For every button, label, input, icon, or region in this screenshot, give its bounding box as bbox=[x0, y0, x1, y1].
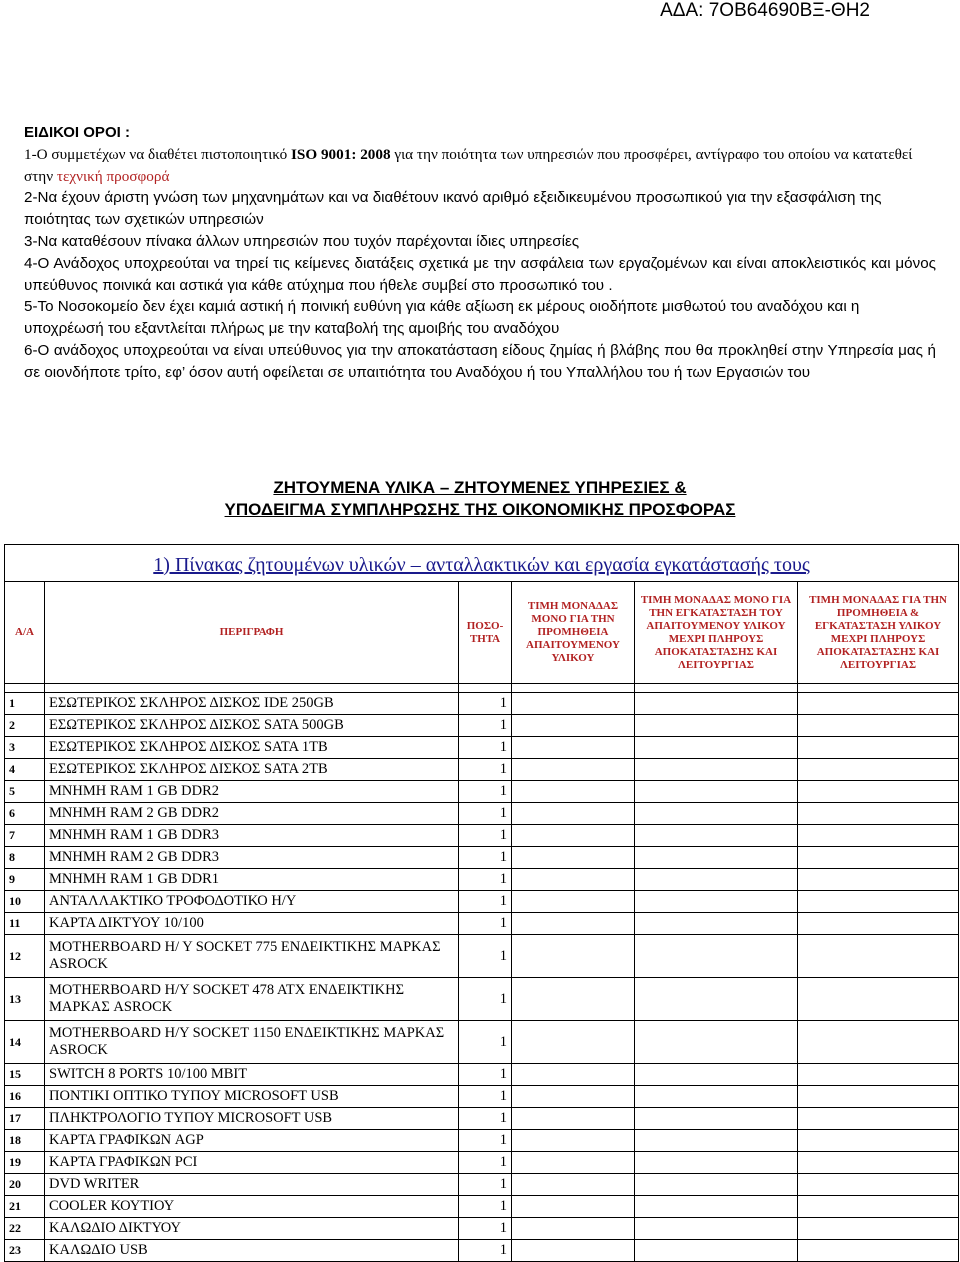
gap-cell bbox=[5, 684, 45, 693]
section-title-line-1: ΖΗΤΟΥΜΕΝΑ ΥΛΙΚΑ – ΖΗΤΟΥΜΕΝΕΣ ΥΠΗΡΕΣΙΕΣ & bbox=[273, 478, 687, 497]
price-total-cell[interactable] bbox=[798, 869, 959, 891]
item-quantity: 1 bbox=[459, 1196, 512, 1218]
header-quantity: ΠΟΣΟ-ΤΗΤΑ bbox=[459, 582, 512, 684]
item-number: 8 bbox=[5, 847, 45, 869]
item-number: 18 bbox=[5, 1130, 45, 1152]
price-install-cell[interactable] bbox=[635, 1152, 798, 1174]
item-quantity: 1 bbox=[459, 1240, 512, 1262]
item-number: 14 bbox=[5, 1021, 45, 1064]
item-quantity: 1 bbox=[459, 715, 512, 737]
item-quantity: 1 bbox=[459, 913, 512, 935]
table-row bbox=[5, 847, 959, 869]
table-row bbox=[5, 1174, 959, 1196]
price-total-cell[interactable] bbox=[798, 1152, 959, 1174]
item-quantity: 1 bbox=[459, 847, 512, 869]
term-5: 5-Το Νοσοκομείο δεν έχει καμιά αστική ή ποινική ευθύνη για κάθε αξίωση εκ μέρους οιοδήποτε μισθωτού του αναδόχου και η υποχρέωσή του εξαντλείται πλήρως με την καταβολή της αμοιβής του αναδόχου bbox=[24, 298, 860, 338]
price-total-cell[interactable] bbox=[798, 1064, 959, 1086]
price-install-cell[interactable] bbox=[635, 759, 798, 781]
item-description: MOTHERBOARD Η/Υ SOCKET 1150 ΕΝΔΕΙΚΤΙΚΗΣ ΜΑΡΚΑΣ ASROCK bbox=[45, 1021, 459, 1064]
price-total-cell[interactable] bbox=[798, 913, 959, 935]
item-description: ΕΣΩΤΕΡΙΚΟΣ ΣΚΛΗΡΟΣ ΔΙΣΚΟΣ SATA 500GB bbox=[45, 715, 459, 737]
price-material-cell[interactable] bbox=[512, 1021, 635, 1064]
item-number: 4 bbox=[5, 759, 45, 781]
price-install-cell[interactable] bbox=[635, 1021, 798, 1064]
item-quantity: 1 bbox=[459, 1174, 512, 1196]
item-number: 19 bbox=[5, 1152, 45, 1174]
price-material-cell[interactable] bbox=[512, 891, 635, 913]
price-material-cell[interactable] bbox=[512, 715, 635, 737]
price-total-cell[interactable] bbox=[798, 825, 959, 847]
price-total-cell[interactable] bbox=[798, 693, 959, 715]
item-description: DVD WRITER bbox=[45, 1174, 459, 1196]
item-number: 13 bbox=[5, 978, 45, 1021]
price-total-cell[interactable] bbox=[798, 1218, 959, 1240]
item-number: 10 bbox=[5, 891, 45, 913]
term-1-text-a: 1-Ο συμμετέχων να διαθέτει πιστοποιητικό bbox=[24, 145, 291, 163]
price-material-cell[interactable] bbox=[512, 825, 635, 847]
price-material-cell[interactable] bbox=[512, 781, 635, 803]
item-description: ΜΝΗΜΗ RAM 1 GB DDR2 bbox=[45, 781, 459, 803]
iso-label: ISO 9001: 2008 bbox=[291, 145, 391, 163]
header-price-total: ΤΙΜΗ ΜΟΝΑΔΑΣ ΓΙΑ ΤΗΝ ΠΡΟΜΗΘΕΙΑ & ΕΓΚΑΤΑΣΤΑΣΗ ΥΛΙΚΟΥ ΜΕΧΡΙ ΠΛΗΡΟΥΣ ΑΠΟΚΑΤΑΣΤΑΣΗΣ ΚΑΙ ΛΕΙΤΟΥΡΓΙΑΣ bbox=[798, 582, 959, 684]
item-description: ΚΑΡΤΑ ΔΙΚΤΥΟΥ 10/100 bbox=[45, 913, 459, 935]
item-number: 1 bbox=[5, 693, 45, 715]
item-description: ΑΝΤΑΛΛΑΚΤΙΚΟ ΤΡΟΦΟΔΟΤΙΚΟ Η/Υ bbox=[45, 891, 459, 913]
item-quantity: 1 bbox=[459, 759, 512, 781]
item-description: ΕΣΩΤΕΡΙΚΟΣ ΣΚΛΗΡΟΣ ΔΙΣΚΟΣ SATA 2TB bbox=[45, 759, 459, 781]
price-total-cell[interactable] bbox=[798, 1021, 959, 1064]
header-price-install: ΤΙΜΗ ΜΟΝΑΔΑΣ ΜΟΝΟ ΓΙΑ ΤΗΝ ΕΓΚΑΤΑΣΤΑΣΗ ΤΟΥ ΑΠΑΙΤΟΥΜΕΝΟΥ ΥΛΙΚΟΥ ΜΕΧΡΙ ΠΛΗΡΟΥΣ ΑΠΟΚΑΤΑΣΤΑΣΗΣ ΚΑΙ ΛΕΙΤΟΥΡΓΙΑΣ bbox=[635, 582, 798, 684]
item-quantity: 1 bbox=[459, 935, 512, 978]
items-body bbox=[5, 693, 959, 1262]
item-description: MOTHERBOARD Η/ Υ SOCKET 775 ΕΝΔΕΙΚΤΙΚΗΣ ΜΑΡΚΑΣ ASROCK bbox=[45, 935, 459, 978]
price-material-cell[interactable] bbox=[512, 869, 635, 891]
table-row bbox=[5, 1218, 959, 1240]
price-install-cell[interactable] bbox=[635, 1218, 798, 1240]
gap-cell bbox=[635, 684, 798, 693]
table-row bbox=[5, 781, 959, 803]
price-total-cell[interactable] bbox=[798, 781, 959, 803]
items-table bbox=[4, 544, 959, 1262]
item-quantity: 1 bbox=[459, 781, 512, 803]
price-install-cell[interactable] bbox=[635, 693, 798, 715]
price-total-cell[interactable] bbox=[798, 847, 959, 869]
table-caption bbox=[5, 545, 959, 582]
item-description: ΕΣΩΤΕΡΙΚΟΣ ΣΚΛΗΡΟΣ ΔΙΣΚΟΣ IDE 250GB bbox=[45, 693, 459, 715]
price-total-cell[interactable] bbox=[798, 978, 959, 1021]
price-install-cell[interactable] bbox=[635, 1240, 798, 1262]
gap-cell bbox=[512, 684, 635, 693]
item-quantity: 1 bbox=[459, 1130, 512, 1152]
item-quantity: 1 bbox=[459, 1086, 512, 1108]
item-quantity: 1 bbox=[459, 978, 512, 1021]
table-row bbox=[5, 1108, 959, 1130]
item-quantity: 1 bbox=[459, 737, 512, 759]
price-material-cell[interactable] bbox=[512, 847, 635, 869]
table-row bbox=[5, 693, 959, 715]
term-3: 3-Να καταθέσουν πίνακα άλλων υπηρεσιών που τυχόν παρέχονται ίδιες υπηρεσίες bbox=[24, 232, 580, 250]
item-description: ΜΝΗΜΗ RAM 1 GB DDR3 bbox=[45, 825, 459, 847]
item-description: MOTHERBOARD Η/Υ SOCKET 478 ATX ΕΝΔΕΙΚΤΙΚΗΣ ΜΑΡΚΑΣ ASROCK bbox=[45, 978, 459, 1021]
item-number: 11 bbox=[5, 913, 45, 935]
item-quantity: 1 bbox=[459, 891, 512, 913]
item-number: 21 bbox=[5, 1196, 45, 1218]
item-number: 20 bbox=[5, 1174, 45, 1196]
price-total-cell[interactable] bbox=[798, 1130, 959, 1152]
term-2: 2-Να έχουν άριστη γνώση των μηχανημάτων και να διαθέτουν ικανό αριθμό εξειδικευμένου προσωπικού για την εξασφάλιση της ποιότητας των σχετικών υπηρεσιών bbox=[24, 189, 882, 229]
item-description: ΜΝΗΜΗ RAM 2 GB DDR2 bbox=[45, 803, 459, 825]
price-install-cell[interactable] bbox=[635, 825, 798, 847]
price-install-cell[interactable] bbox=[635, 891, 798, 913]
item-description: COOLER ΚΟΥΤΙΟΥ bbox=[45, 1196, 459, 1218]
section-title-line-2: ΥΠΟΔΕΙΓΜΑ ΣΥΜΠΛΗΡΩΣΗΣ ΤΗΣ ΟΙΚΟΝΟΜΙΚΗΣ ΠΡΟΣΦΟΡΑΣ bbox=[224, 500, 736, 519]
price-install-cell[interactable] bbox=[635, 781, 798, 803]
price-material-cell[interactable] bbox=[512, 978, 635, 1021]
price-install-cell[interactable] bbox=[635, 803, 798, 825]
price-material-cell[interactable] bbox=[512, 1240, 635, 1262]
table-row bbox=[5, 891, 959, 913]
gap-cell bbox=[45, 684, 459, 693]
price-total-cell[interactable] bbox=[798, 1196, 959, 1218]
price-material-cell[interactable] bbox=[512, 913, 635, 935]
item-number: 9 bbox=[5, 869, 45, 891]
price-install-cell[interactable] bbox=[635, 1196, 798, 1218]
header-description: ΠΕΡΙΓΡΑΦΗ bbox=[45, 582, 459, 684]
gap-cell bbox=[798, 684, 959, 693]
item-description: ΚΑΛΩΔΙΟ ΔΙΚΤΥΟΥ bbox=[45, 1218, 459, 1240]
item-number: 2 bbox=[5, 715, 45, 737]
table-row bbox=[5, 869, 959, 891]
special-terms bbox=[24, 122, 936, 384]
term-1-text-b: για την ποιότητα των υπηρεσιών που προσφέρει, αντίγραφο του οποίου να κατατεθεί στην bbox=[24, 145, 913, 185]
item-quantity: 1 bbox=[459, 693, 512, 715]
terms-title: ΕΙΔΙΚΟΙ ΟΡΟΙ : bbox=[24, 124, 130, 141]
price-material-cell[interactable] bbox=[512, 693, 635, 715]
price-install-cell[interactable] bbox=[635, 1086, 798, 1108]
price-material-cell[interactable] bbox=[512, 1064, 635, 1086]
price-material-cell[interactable] bbox=[512, 935, 635, 978]
gap-cell bbox=[459, 684, 512, 693]
item-number: 3 bbox=[5, 737, 45, 759]
item-number: 23 bbox=[5, 1240, 45, 1262]
item-description: ΠΛΗΚΤΡΟΛΟΓΙΟ ΤΥΠΟΥ MICROSOFT USB bbox=[45, 1108, 459, 1130]
item-number: 17 bbox=[5, 1108, 45, 1130]
price-total-cell[interactable] bbox=[798, 935, 959, 978]
item-description: ΠΟΝΤΙΚΙ ΟΠΤΙΚΟ ΤΥΠΟΥ MICROSOFT USB bbox=[45, 1086, 459, 1108]
price-install-cell[interactable] bbox=[635, 737, 798, 759]
item-number: 6 bbox=[5, 803, 45, 825]
price-install-cell[interactable] bbox=[635, 978, 798, 1021]
item-quantity: 1 bbox=[459, 869, 512, 891]
item-number: 12 bbox=[5, 935, 45, 978]
item-number: 16 bbox=[5, 1086, 45, 1108]
item-number: 22 bbox=[5, 1218, 45, 1240]
item-number: 5 bbox=[5, 781, 45, 803]
price-install-cell[interactable] bbox=[635, 1064, 798, 1086]
item-description: ΜΝΗΜΗ RAM 2 GB DDR3 bbox=[45, 847, 459, 869]
price-install-cell[interactable] bbox=[635, 1174, 798, 1196]
table-row bbox=[5, 759, 959, 781]
table-row bbox=[5, 737, 959, 759]
price-material-cell[interactable] bbox=[512, 737, 635, 759]
price-install-cell[interactable] bbox=[635, 1130, 798, 1152]
table-row bbox=[5, 1086, 959, 1108]
table-row bbox=[5, 1130, 959, 1152]
item-number: 15 bbox=[5, 1064, 45, 1086]
item-quantity: 1 bbox=[459, 1218, 512, 1240]
item-quantity: 1 bbox=[459, 1064, 512, 1086]
table-row bbox=[5, 935, 959, 978]
item-description: ΕΣΩΤΕΡΙΚΟΣ ΣΚΛΗΡΟΣ ΔΙΣΚΟΣ SATA 1TB bbox=[45, 737, 459, 759]
price-install-cell[interactable] bbox=[635, 1108, 798, 1130]
price-install-cell[interactable] bbox=[635, 913, 798, 935]
price-material-cell[interactable] bbox=[512, 1086, 635, 1108]
table-row bbox=[5, 1021, 959, 1064]
price-total-cell[interactable] bbox=[798, 1086, 959, 1108]
item-quantity: 1 bbox=[459, 1021, 512, 1064]
item-description: ΚΑΡΤΑ ΓΡΑΦΙΚΩΝ PCI bbox=[45, 1152, 459, 1174]
price-material-cell[interactable] bbox=[512, 1174, 635, 1196]
item-description: ΚΑΛΩΔΙΟ USB bbox=[45, 1240, 459, 1262]
table-caption-text: 1) Πίνακας ζητουμένων υλικών – ανταλλακτικών και εργασία εγκατάστασής τους bbox=[153, 553, 810, 576]
price-total-cell[interactable] bbox=[798, 1174, 959, 1196]
table-row bbox=[5, 825, 959, 847]
price-material-cell[interactable] bbox=[512, 1196, 635, 1218]
price-material-cell[interactable] bbox=[512, 803, 635, 825]
technical-offer-text: τεχνική προσφορά bbox=[56, 167, 170, 185]
price-install-cell[interactable] bbox=[635, 935, 798, 978]
item-quantity: 1 bbox=[459, 803, 512, 825]
price-total-cell[interactable] bbox=[798, 715, 959, 737]
price-material-cell[interactable] bbox=[512, 759, 635, 781]
table-row bbox=[5, 803, 959, 825]
item-description: ΜΝΗΜΗ RAM 1 GB DDR1 bbox=[45, 869, 459, 891]
price-install-cell[interactable] bbox=[635, 869, 798, 891]
table-row bbox=[5, 913, 959, 935]
price-total-cell[interactable] bbox=[798, 737, 959, 759]
term-1 bbox=[24, 144, 936, 188]
price-total-cell[interactable] bbox=[798, 759, 959, 781]
table-row bbox=[5, 1196, 959, 1218]
item-description: ΚΑΡΤΑ ΓΡΑΦΙΚΩΝ AGP bbox=[45, 1130, 459, 1152]
item-description: SWITCH 8 PORTS 10/100 MBIT bbox=[45, 1064, 459, 1086]
table-row bbox=[5, 1240, 959, 1262]
item-quantity: 1 bbox=[459, 825, 512, 847]
price-total-cell[interactable] bbox=[798, 1108, 959, 1130]
item-number: 7 bbox=[5, 825, 45, 847]
price-total-cell[interactable] bbox=[798, 1240, 959, 1262]
table-row bbox=[5, 978, 959, 1021]
header-aa: Α/Α bbox=[5, 582, 45, 684]
price-material-cell[interactable] bbox=[512, 1130, 635, 1152]
price-material-cell[interactable] bbox=[512, 1108, 635, 1130]
price-material-cell[interactable] bbox=[512, 1218, 635, 1240]
term-6: 6-Ο ανάδοχος υποχρεούται να είναι υπεύθυνος για την αποκατάσταση είδους ζημίας ή βλάβης που θα προκληθεί στην Υπηρεσία μας ή σε οιονδήποτε τρίτο, εφ’ όσον αυτή οφείλεται σε υπαιτιότητα του Αναδόχου ή του Υπαλλήλου του ή των Εργασιών του bbox=[24, 341, 936, 381]
document-id: ΑΔΑ: 7ΟΒ64690ΒΞ-ΘΗ2 bbox=[660, 0, 870, 21]
header-price-material: ΤΙΜΗ ΜΟΝΑΔΑΣ ΜΟΝΟ ΓΙΑ ΤΗΝ ΠΡΟΜΗΘΕΙΑ ΑΠΑΙΤΟΥΜΕΝΟΥ ΥΛΙΚΟΥ bbox=[512, 582, 635, 684]
table-row bbox=[5, 715, 959, 737]
item-quantity: 1 bbox=[459, 1152, 512, 1174]
price-total-cell[interactable] bbox=[798, 803, 959, 825]
price-install-cell[interactable] bbox=[635, 715, 798, 737]
price-material-cell[interactable] bbox=[512, 1152, 635, 1174]
table-row bbox=[5, 1064, 959, 1086]
price-install-cell[interactable] bbox=[635, 847, 798, 869]
table-row bbox=[5, 1152, 959, 1174]
item-quantity: 1 bbox=[459, 1108, 512, 1130]
price-total-cell[interactable] bbox=[798, 891, 959, 913]
term-4: 4-Ο Ανάδοχος υποχρεούται να τηρεί τις κείμενες διατάξεις σχετικά με την ασφάλεια των εργαζομένων και είναι αποκλειστικός και μόνος υπεύθυνος ποινικά και αστικά για κάθε ατύχημα που ήθελε συμβεί στο προσωπικό του . bbox=[24, 254, 936, 294]
